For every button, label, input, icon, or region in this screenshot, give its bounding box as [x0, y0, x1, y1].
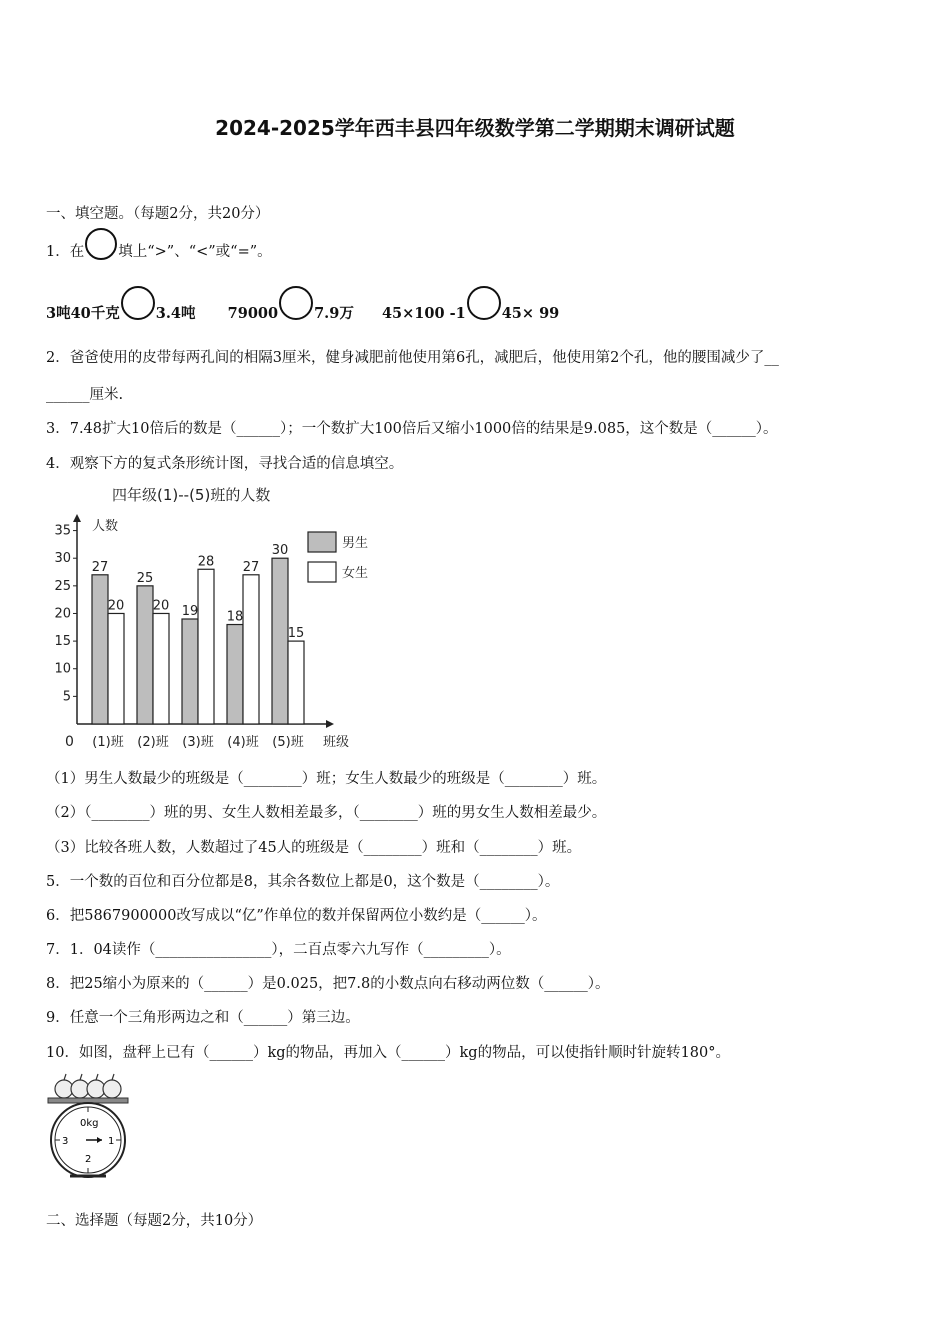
category-label: (1)班 — [92, 735, 124, 750]
question-8: 8．把25缩小为原来的（______）是0.025，把7.8的小数点向右移动两位数（______）。 — [46, 976, 610, 992]
question-10: 10．如图，盘秤上已有（______）kg的物品，再加入（______）kg的物品，可以使指针顺时针旋转180°。 — [46, 1045, 731, 1061]
question-9: 9．任意一个三角形两边之和（______）第三边。 — [46, 1010, 360, 1026]
bar-value-label: 18 — [226, 609, 244, 625]
bar-value-label: 25 — [136, 570, 154, 586]
y-tick-label: 15 — [54, 634, 71, 650]
page-title: 2024-2025学年西丰县四年级数学第二学期期末调研试题 — [215, 116, 735, 140]
bar-value-label: 28 — [197, 554, 215, 570]
question-1-comparisons — [46, 286, 559, 323]
answer-circle[interactable] — [467, 286, 501, 320]
q1-compare-2-left: 79000 — [227, 305, 279, 322]
bar-value-label: 15 — [287, 626, 305, 642]
bar-value-label: 30 — [271, 543, 289, 559]
bar-value-label: 20 — [107, 598, 125, 614]
answer-circle[interactable] — [121, 286, 155, 320]
question-6: 6．把5867900000改写成以“亿”作单位的数并保留两位小数约是（______）。 — [46, 908, 547, 924]
dial-label-1: 1 — [108, 1136, 115, 1147]
q1-compare-1-right: 3.4吨 — [155, 305, 196, 322]
x-axis-label: 班级 — [323, 735, 350, 750]
q1-compare-1-left: 3吨40千克 — [46, 305, 120, 322]
bar-boys — [227, 625, 243, 724]
q1-prefix: 1．在 — [46, 244, 85, 260]
question-5: 5．一个数的百位和百分位都是8，其余各数位上都是0，这个数是（________）。 — [46, 874, 560, 890]
y-tick-label: 20 — [54, 606, 71, 622]
y-tick-label: 10 — [54, 661, 71, 677]
legend-swatch — [308, 562, 336, 582]
y-tick-label: 5 — [62, 689, 71, 705]
y-axis-label: 人数 — [92, 519, 119, 534]
apples-icon — [55, 1074, 121, 1098]
dial-label-2: 2 — [85, 1154, 92, 1165]
question-2-continued: ______厘米. — [46, 387, 124, 403]
q1-compare-3-right: 45× 99 — [501, 305, 560, 322]
bar-value-label: 27 — [242, 559, 260, 575]
q1-instruction: 填上“>”、“<”或“=”。 — [118, 244, 272, 260]
q1-compare-3-left: 45×100 -1 — [381, 305, 466, 322]
bar-boys — [92, 575, 108, 724]
bar-value-label: 19 — [181, 604, 199, 619]
question-4-3: （3）比较各班人数，人数超过了45人的班级是（________）班和（________）班。 — [46, 840, 582, 856]
legend-label: 女生 — [342, 566, 369, 581]
question-2: 2．爸爸使用的皮带每两孔间的相隔3厘米，健身减肥前他使用第6孔，减肥后，他使用第2个孔，他的腰围减少了__ — [46, 350, 779, 366]
category-label: (2)班 — [137, 735, 169, 750]
bar-girls — [153, 613, 169, 724]
question-4-2: （2）（________）班的男、女生人数相差最多，（________）班的男女生人数相差最少。 — [46, 805, 607, 821]
bar-boys — [137, 586, 153, 724]
dial-label-0kg: 0kg — [80, 1118, 99, 1129]
bar-girls — [243, 575, 259, 724]
category-label: (4)班 — [227, 735, 259, 750]
bar-boys — [272, 558, 288, 724]
bar-girls — [198, 569, 214, 724]
question-4-1: （1）男生人数最少的班级是（________）班；女生人数最少的班级是（________）班。 — [46, 771, 607, 787]
y-tick-label: 35 — [54, 523, 71, 539]
scale-illustration — [44, 1070, 139, 1180]
chart-title: 四年级(1)--(5)班的人数 — [112, 486, 271, 504]
question-1 — [46, 228, 272, 261]
x-axis-arrow — [326, 720, 334, 728]
category-label: (3)班 — [182, 735, 214, 750]
origin-label: 0 — [65, 734, 74, 750]
bar-chart — [40, 478, 370, 754]
answer-circle[interactable] — [85, 228, 117, 260]
category-label: (5)班 — [272, 735, 304, 750]
question-4: 4．观察下方的复式条形统计图，寻找合适的信息填空。 — [46, 456, 404, 472]
bar-boys — [182, 619, 198, 724]
question-7: 7．1．04读作（________________），二百点零六九写作（_________）。 — [46, 942, 511, 958]
y-tick-label: 30 — [54, 551, 71, 567]
answer-circle[interactable] — [279, 286, 313, 320]
y-axis-arrow — [73, 514, 81, 522]
bar-girls — [108, 613, 124, 724]
bar-value-label: 27 — [91, 559, 109, 575]
section-1-heading: 一、填空题。（每题2分，共20分） — [46, 206, 270, 222]
q1-compare-2-right: 7.9万 — [314, 305, 354, 322]
legend-label: 男生 — [342, 536, 369, 551]
bar-girls — [288, 641, 304, 724]
y-tick-label: 25 — [54, 578, 71, 594]
question-3: 3．7.48扩大10倍后的数是（______）；一个数扩大100倍后又缩小1000倍的结果是9.085，这个数是（______）。 — [46, 421, 778, 437]
section-2-heading: 二、选择题（每题2分，共10分） — [46, 1213, 263, 1229]
legend-swatch — [308, 532, 336, 552]
dial-label-3: 3 — [62, 1136, 69, 1147]
bar-value-label: 20 — [152, 598, 170, 614]
